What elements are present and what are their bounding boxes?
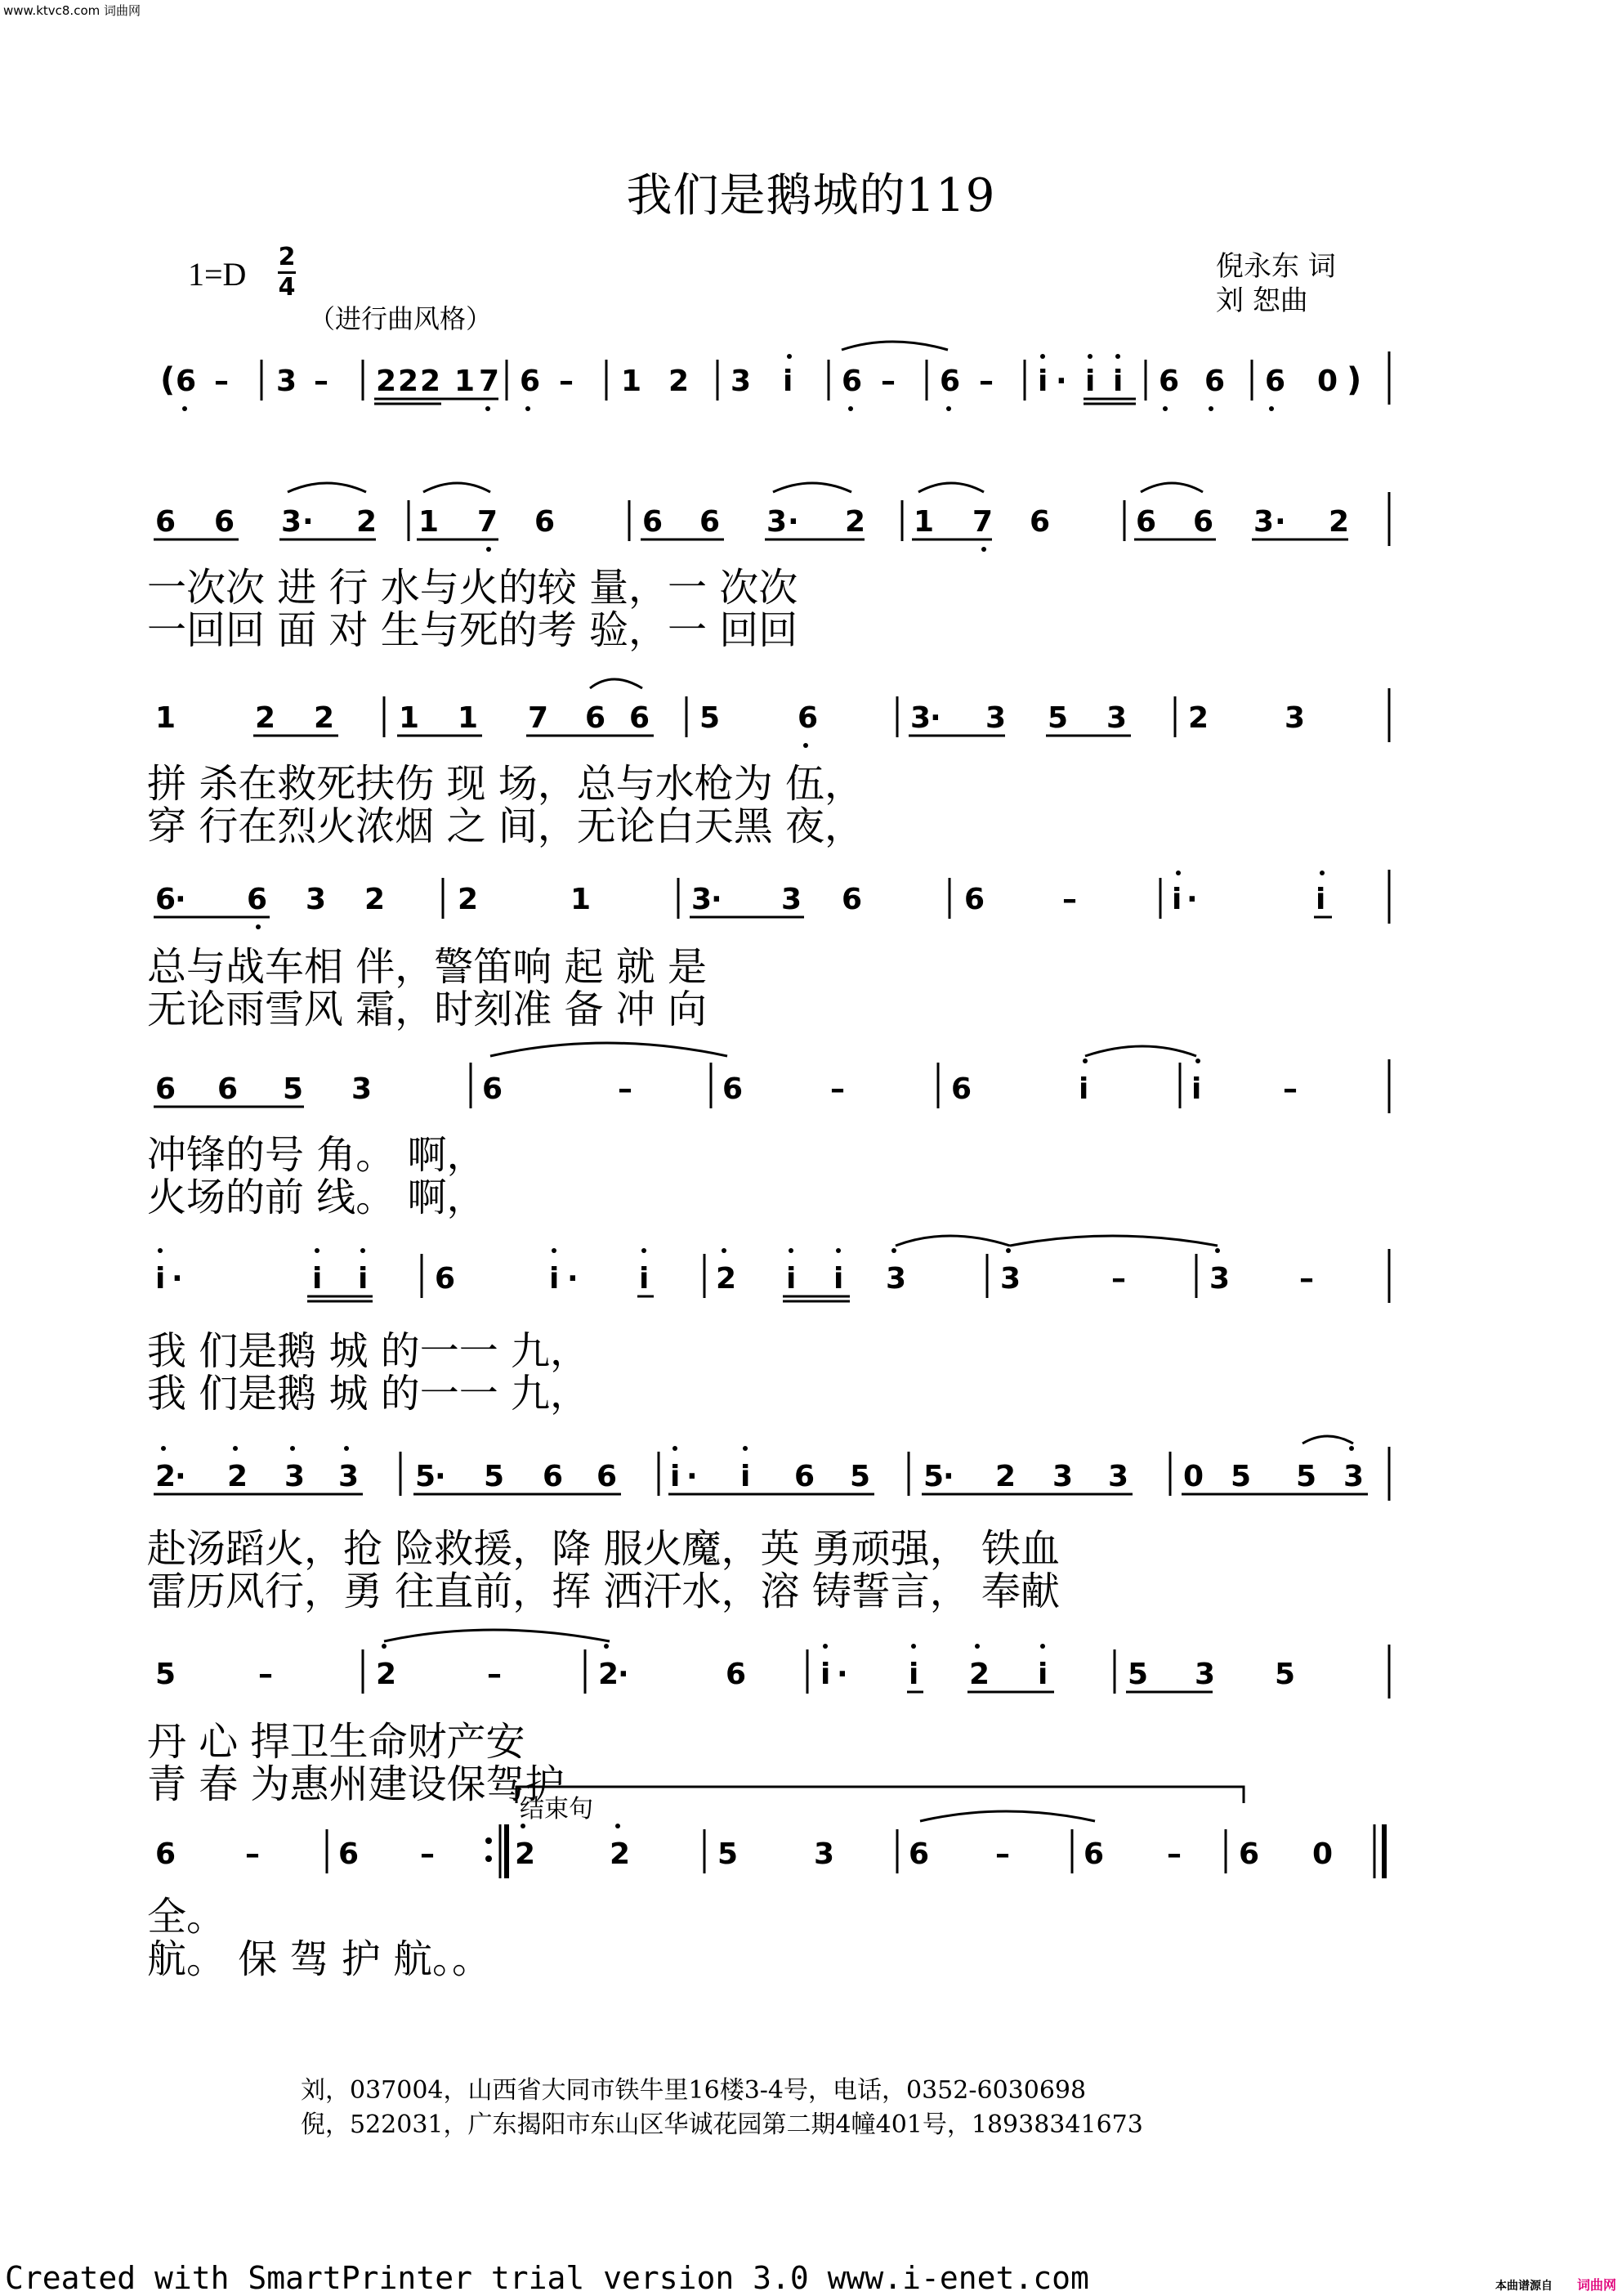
svg-text:–: – [881,365,896,398]
svg-text:1: 1 [155,701,176,735]
svg-text:6: 6 [534,505,556,539]
svg-text:1: 1 [399,701,420,735]
svg-text:1: 1 [570,883,592,916]
style-note: （进行曲风格） [309,303,493,334]
svg-text:6: 6 [726,1658,747,1691]
svg-text:·: · [930,701,941,735]
svg-text:3: 3 [281,505,302,539]
svg-text:3: 3 [985,701,1007,735]
row-4-lyric-1: 冲锋的号 角。 啊， [147,1132,486,1178]
svg-text:3: 3 [1253,505,1275,539]
svg-text:3: 3 [1343,1460,1365,1493]
svg-text:0: 0 [1183,1460,1204,1493]
svg-text:·: · [618,1658,629,1691]
svg-text:3: 3 [338,1460,360,1493]
row-6-lyric-2: 雷历风行，勇 往直前，挥 洒汗水，溶 铸誓言， 奉献 [147,1569,1061,1614]
svg-text:6: 6 [176,365,197,398]
svg-text:2: 2 [255,701,276,735]
svg-text:i: i [1113,365,1124,398]
svg-text:6: 6 [155,505,176,539]
row-1-lyric-2: 一回回 面 对 生与死的考 验，一 回回 [147,607,798,653]
svg-text:6: 6 [964,883,985,916]
row-8-lyric-2: 航。 保 驾 护 航。。 [147,1936,492,1982]
svg-text:6: 6 [951,1072,972,1106]
row-7-lyric-2: 青 春 为惠州建设保驾护 [147,1761,565,1807]
svg-text:6: 6 [338,1837,360,1871]
svg-text:–: – [995,1837,1010,1871]
svg-text:2: 2 [668,365,690,398]
svg-text:i: i [549,1262,560,1296]
svg-text:(: ( [160,361,176,399]
meter-bottom: 4 [278,273,296,302]
svg-text:3: 3 [284,1460,306,1493]
svg-text:0: 0 [1312,1837,1334,1871]
svg-text:·: · [837,1658,848,1691]
svg-text:–: – [618,1072,632,1106]
svg-text:·: · [302,505,314,539]
svg-text:·: · [172,1262,183,1296]
row-3-lyric-2: 无论雨雪风 霜，时刻准 备 冲 向 [147,987,708,1032]
svg-text:i: i [639,1262,650,1296]
svg-text:i: i [1191,1072,1202,1106]
site-watermark: www.ktvc8.com 词曲网 [3,3,141,18]
svg-text:–: – [214,365,229,398]
svg-text:6: 6 [217,1072,239,1106]
composer-credit: 刘 恕曲 [1216,284,1308,317]
svg-text:i: i [740,1460,751,1493]
svg-text:6: 6 [1193,505,1214,539]
svg-text:2: 2 [155,1460,176,1493]
svg-text:2: 2 [398,365,419,398]
svg-text:3: 3 [766,505,788,539]
svg-text:2: 2 [314,701,335,735]
svg-text:1: 1 [621,365,642,398]
svg-text:–: – [979,365,994,398]
svg-text:6: 6 [520,365,541,398]
svg-text:3: 3 [886,1262,907,1296]
svg-text:3: 3 [351,1072,373,1106]
svg-text:5: 5 [717,1837,739,1871]
svg-text:5: 5 [155,1658,176,1691]
svg-text:·: · [435,1460,446,1493]
row-2-lyric-1: 拼 杀在救死扶伤 现 场，总与水枪为 伍， [147,761,865,807]
svg-text:7: 7 [477,505,498,539]
svg-text:·: · [175,1460,186,1493]
svg-text:6: 6 [1159,365,1180,398]
svg-text:i: i [1085,365,1096,398]
row-7-lyric-1: 丹 心 捍卫生命财产安 [147,1719,525,1765]
svg-text:6: 6 [629,701,650,735]
svg-text:6: 6 [155,1072,176,1106]
svg-text:0: 0 [1317,365,1338,398]
row-3-lyric-1: 总与战车相 伴，警笛响 起 就 是 [147,944,708,990]
svg-text:5: 5 [850,1460,871,1493]
row-1-notes [155,505,1349,539]
svg-text:i: i [670,1460,681,1493]
svg-text:3: 3 [1108,1460,1129,1493]
svg-text:i: i [1038,365,1048,398]
svg-text:3: 3 [731,365,752,398]
svg-text:i: i [909,1658,919,1691]
svg-text:6: 6 [909,1837,930,1871]
svg-text:2: 2 [376,365,397,398]
svg-text:·: · [788,505,799,539]
svg-text:1: 1 [454,365,476,398]
svg-text:–: – [559,365,574,398]
svg-text:6: 6 [1204,365,1226,398]
svg-text:3: 3 [1052,1460,1074,1493]
svg-text:6: 6 [597,1460,618,1493]
svg-text:–: – [314,365,328,398]
svg-text:6: 6 [940,365,961,398]
svg-text:6: 6 [722,1072,744,1106]
svg-text:1: 1 [914,505,935,539]
svg-text:–: – [420,1837,435,1871]
svg-text:i: i [1038,1658,1048,1691]
svg-text:6: 6 [155,1837,176,1871]
row-6-lyric-1: 赴汤蹈火，抢 险救援，降 服火魔，英 勇顽强， 铁血 [147,1526,1061,1572]
source-logo-brand: 词曲网 [1577,2277,1617,2293]
svg-text:2: 2 [356,505,378,539]
svg-text:): ) [1347,361,1362,399]
svg-text:–: – [1111,1262,1126,1296]
svg-text:·: · [1275,505,1286,539]
svg-text:5: 5 [1231,1460,1252,1493]
svg-text:6: 6 [1136,505,1157,539]
row-1-lyric-1: 一次次 进 行 水与火的较 量，一 次次 [147,565,798,611]
address-composer: 刘，037004，山西省大同市铁牛里16楼3-4号，电话，0352-6030698 [301,2076,1087,2105]
svg-text:6: 6 [699,505,721,539]
svg-text:5: 5 [1296,1460,1317,1493]
svg-text:–: – [1062,883,1077,916]
svg-text:5: 5 [699,701,721,735]
svg-text:6: 6 [585,701,606,735]
svg-text:7: 7 [528,701,549,735]
key-signature: 1=D [188,256,247,293]
svg-text:2: 2 [995,1460,1017,1493]
svg-text:3: 3 [1195,1658,1216,1691]
svg-text:–: – [1167,1837,1182,1871]
svg-text:6: 6 [842,883,863,916]
svg-text:2: 2 [420,365,441,398]
row-2-lyric-2: 穿 行在烈火浓烟 之 间，无论白天黑 夜， [147,803,865,849]
svg-text:2: 2 [458,883,479,916]
svg-text:2: 2 [227,1460,248,1493]
svg-text:·: · [711,883,722,916]
svg-text:i: i [783,365,793,398]
song-title: 我们是鹅城的119 [626,169,996,222]
row-4-lyric-2: 火场的前 线。 啊， [147,1175,486,1220]
svg-text:–: – [1283,1072,1298,1106]
svg-text:6: 6 [642,505,664,539]
svg-text:·: · [175,883,186,916]
svg-text:2: 2 [969,1658,990,1691]
svg-text:·: · [686,1460,698,1493]
svg-text:6: 6 [1030,505,1051,539]
svg-text:6: 6 [482,1072,503,1106]
svg-text:6: 6 [543,1460,564,1493]
svg-text:–: – [1299,1262,1314,1296]
svg-text:2: 2 [716,1262,737,1296]
svg-text:3: 3 [691,883,713,916]
svg-text:–: – [487,1658,502,1691]
svg-text:6: 6 [1084,1837,1105,1871]
svg-text:3: 3 [276,365,297,398]
svg-text:5: 5 [283,1072,304,1106]
svg-text:–: – [245,1837,260,1871]
svg-text:6: 6 [214,505,235,539]
svg-text:6: 6 [798,701,819,735]
svg-text:3: 3 [1209,1262,1231,1296]
row-5-lyric-1: 我 们是鹅 城 的一一 九， [147,1328,590,1374]
svg-text:5: 5 [923,1460,945,1493]
svg-text:·: · [567,1262,579,1296]
svg-text:7: 7 [972,505,994,539]
svg-text:1: 1 [458,701,479,735]
svg-text:·: · [1056,365,1067,398]
row-8-lyric-1: 全。 [147,1894,226,1940]
svg-text:3: 3 [910,701,932,735]
svg-text:–: – [258,1658,273,1691]
svg-text:2: 2 [515,1837,536,1871]
svg-text:5: 5 [415,1460,436,1493]
svg-text:2: 2 [598,1658,619,1691]
svg-text:3: 3 [1106,701,1128,735]
svg-text:3: 3 [781,883,802,916]
svg-text:3: 3 [1285,701,1306,735]
intro-row [160,361,1361,399]
footer-watermark: Created with SmartPrinter trial version 3.0 www.i-enet.com [5,2260,1089,2296]
svg-text:2: 2 [845,505,866,539]
svg-text:5: 5 [1128,1658,1149,1691]
svg-text:i: i [312,1262,323,1296]
svg-text:i: i [833,1262,844,1296]
svg-text:5: 5 [484,1460,505,1493]
svg-text:6: 6 [794,1460,815,1493]
svg-text:i: i [1316,883,1326,916]
svg-text:·: · [943,1460,954,1493]
svg-text:1: 1 [418,505,440,539]
row-5-lyric-2: 我 们是鹅 城 的一一 九， [147,1371,590,1417]
svg-text:2: 2 [376,1658,397,1691]
svg-text:3: 3 [306,883,327,916]
svg-text:i: i [358,1262,369,1296]
svg-text:6: 6 [435,1262,456,1296]
svg-text:3: 3 [1000,1262,1021,1296]
svg-text:5: 5 [1275,1658,1296,1691]
svg-text:6: 6 [842,365,863,398]
svg-text:i: i [820,1658,831,1691]
svg-text:·: · [1186,883,1198,916]
source-logo-text: 本曲谱源自 [1495,2280,1553,2293]
svg-text:2: 2 [1329,505,1350,539]
svg-text:2: 2 [1188,701,1209,735]
ending-label: 结束句 [520,1795,593,1824]
svg-text:3: 3 [814,1837,835,1871]
svg-text:i: i [1079,1072,1089,1106]
address-lyricist: 倪，522031，广东揭阳市东山区华诚花园第二期4幢401号，18938341673 [301,2110,1143,2139]
meter-top: 2 [278,243,296,271]
lyricist-credit: 倪永东 词 [1216,250,1336,283]
svg-text:6: 6 [1265,365,1286,398]
svg-text:2: 2 [610,1837,631,1871]
svg-text:5: 5 [1048,701,1069,735]
svg-text:i: i [786,1262,797,1296]
svg-text:6: 6 [155,883,176,916]
svg-text:i: i [1172,883,1182,916]
svg-text:–: – [830,1072,845,1106]
svg-text:i: i [155,1262,166,1296]
svg-text:6: 6 [1239,1837,1260,1871]
svg-text:6: 6 [247,883,268,916]
svg-text:2: 2 [364,883,386,916]
svg-text:7: 7 [479,365,500,398]
